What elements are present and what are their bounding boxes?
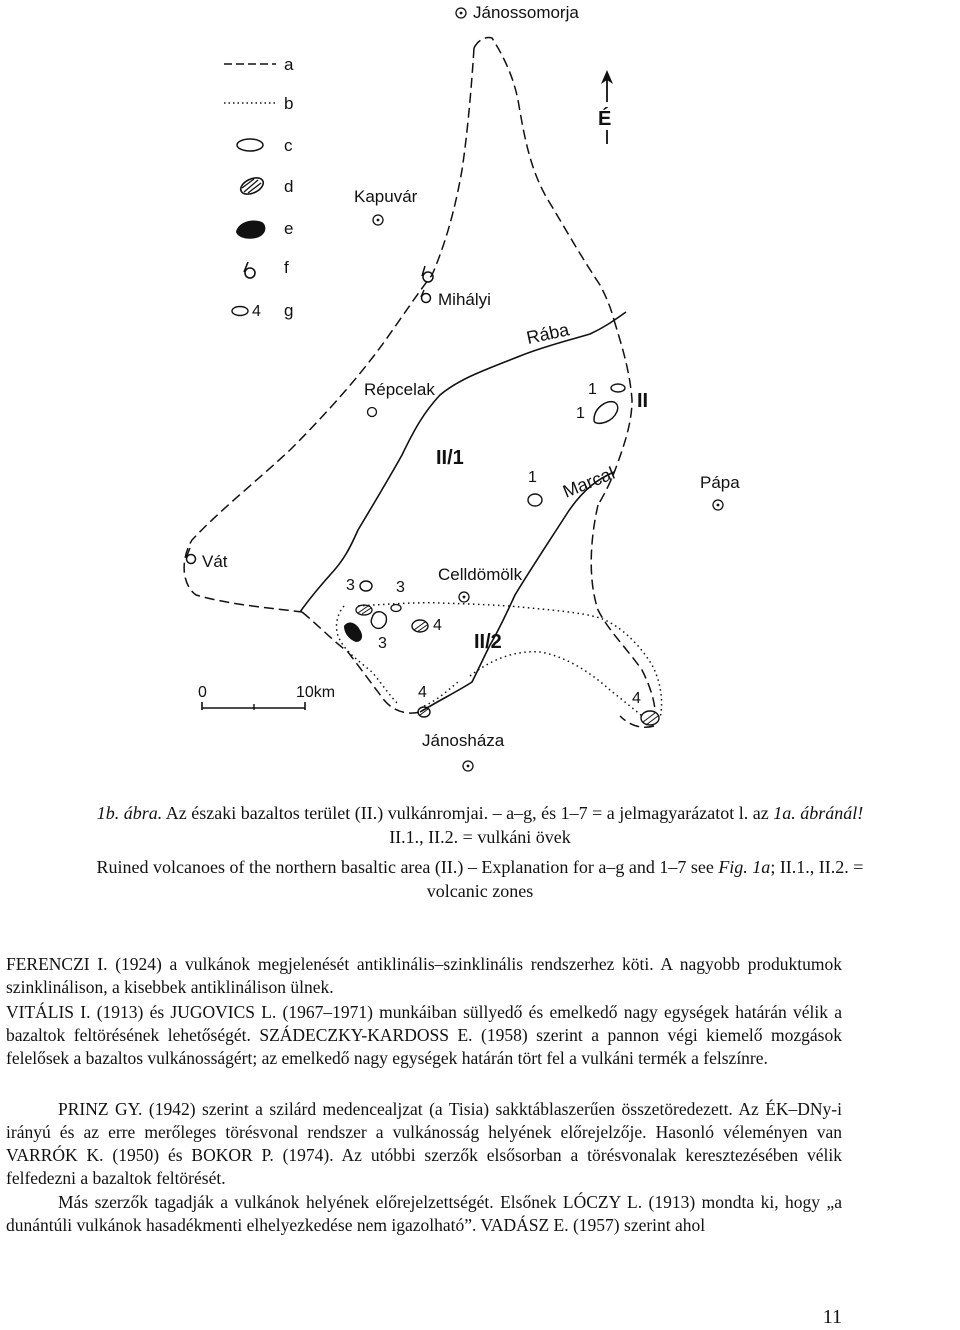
legend-item-e xyxy=(236,219,293,239)
place-mihalyi xyxy=(421,266,491,309)
outline-oval-icon xyxy=(237,139,263,151)
svg-text:4: 4 xyxy=(632,690,641,707)
volcano-cluster-celldomolk xyxy=(344,577,442,652)
legend-item-f xyxy=(244,258,289,278)
legend-label-g: g xyxy=(284,301,294,320)
legend-item-d xyxy=(238,175,293,198)
legend-label-f: f xyxy=(284,258,289,277)
outline-oval-icon xyxy=(360,581,372,591)
north-arrow-icon xyxy=(598,70,613,144)
outline-oval-icon xyxy=(528,494,542,506)
figure-caption-hu: 1b. ábra. Az északi bazaltos terület (II.) vulkánromjai. – a–g, és 1–7 = a jelmagyarázatot l. az 1a. ábránál! xyxy=(96,803,864,823)
hatched-oval-icon xyxy=(641,711,659,725)
svg-text:Mihályi: Mihályi xyxy=(438,290,491,309)
legend-label-c: c xyxy=(284,136,293,155)
paragraph-3: PRINZ GY. (1942) szerint a szilárd medencealjzat (a Tisia) sakktáblaszerűen összetöredezett. Az ÉK–DNy-i irányú és az erre merőleges törésvonal rendszer a vulkánosság helyének előrejelzője. Hasonló véleményen van VARRÓK K. (1950) és BOKOR P. (1974). Az utóbbi szerzők elsősorban a törésvonalak keresztezésében vélik felfedezni a bazaltok feltörését. xyxy=(6,1099,842,1188)
solid-blob-icon xyxy=(344,623,362,642)
legend-label-d: d xyxy=(284,177,294,196)
zone-label-ii-2: II/2 xyxy=(474,631,502,653)
volcano-marcal xyxy=(528,469,542,506)
place-janossomorja xyxy=(456,3,579,22)
legend-item-b xyxy=(224,94,293,113)
place-vat xyxy=(186,548,228,571)
svg-text:1: 1 xyxy=(588,381,597,398)
zone-label-ii: II xyxy=(637,390,649,412)
legend-item-a xyxy=(224,55,294,74)
zone-label-ii-1: II/1 xyxy=(436,447,464,469)
dotted-lines xyxy=(337,603,662,726)
legend-label-e: e xyxy=(284,219,294,238)
svg-text:10km: 10km xyxy=(296,684,336,701)
paragraph-1: FERENCZI I. (1924) a vulkánok megjelenését antiklinális–szinklinális rendszerhez köti. A nagyobb produktumok szinklinálison, a kisebbek antiklinálison ülnek. xyxy=(6,954,842,997)
outline-oval-icon xyxy=(594,402,618,424)
outline-oval-icon xyxy=(371,612,386,629)
svg-text:Jánossomorja: Jánossomorja xyxy=(473,3,579,22)
place-kapuvar xyxy=(354,187,418,225)
svg-text:4: 4 xyxy=(418,684,427,701)
legend-label-a: a xyxy=(284,55,294,74)
cone-icon xyxy=(244,262,255,278)
svg-text:Répcelak: Répcelak xyxy=(364,380,435,399)
svg-text:Pápa: Pápa xyxy=(700,473,740,492)
svg-text:Vát: Vát xyxy=(202,552,228,571)
place-janoshaza xyxy=(422,731,505,771)
svg-text:Jánosháza: Jánosháza xyxy=(422,731,505,750)
legend-item-c xyxy=(237,136,293,155)
place-celldomolk xyxy=(438,565,523,602)
hatched-oval-icon xyxy=(356,605,372,615)
map-legend xyxy=(224,55,294,320)
svg-text:4: 4 xyxy=(433,617,442,634)
outline-oval-icon xyxy=(391,605,401,612)
volcanoes-zone-ii xyxy=(576,381,625,423)
figure-label: 1b. ábra. xyxy=(96,803,163,823)
outline-oval-icon xyxy=(611,384,625,392)
figure-caption-hu-line2: II.1., II.2. = vulkáni övek xyxy=(389,827,571,847)
svg-text:0: 0 xyxy=(198,684,207,701)
svg-text:3: 3 xyxy=(378,635,387,652)
river-label-marcal: Marcal xyxy=(560,462,618,502)
figure-caption-en-line2: volcanic zones xyxy=(426,881,534,901)
solid-blob-icon xyxy=(236,220,265,238)
small-oval-icon xyxy=(232,307,248,316)
paragraph-4: Más szerzők tagadják a vulkánok helyének előrejelzettségét. Elsőnek LÓCZY L. (1913) mondta ki, hogy „a dunántúli vulkánok hasadékmenti elhelyezkedése nem igazolható”. VADÁSZ E. (1957) szerint ahol xyxy=(6,1192,842,1235)
page-number: 11 xyxy=(822,1306,842,1328)
svg-text:Celldömölk: Celldömölk xyxy=(438,565,523,584)
place-repcelak xyxy=(364,380,435,417)
svg-text:3: 3 xyxy=(396,579,405,596)
svg-text:1: 1 xyxy=(576,405,585,422)
hatched-oval-icon xyxy=(238,175,266,198)
legend-number-g: 4 xyxy=(252,303,261,320)
legend-label-b: b xyxy=(284,94,294,113)
scale-bar xyxy=(198,684,335,710)
svg-text:1: 1 xyxy=(528,469,537,486)
cone-icon xyxy=(421,266,433,303)
paragraph-2: VITÁLIS I. (1913) és JUGOVICS L. (1967–1971) munkáiban süllyedő és emelkedő nagy egységek határán vélik a bazaltok feltörésének lehetőségét. SZÁDECZKY-KARDOSS E. (1958) szerint a pannon végi kiemelő mozgások felelősek a bazaltos vulkánosságért; az emelkedő nagy egységek határán tört fel a vulkáni termék a felszínre. xyxy=(6,1002,842,1068)
legend-item-g xyxy=(232,301,293,320)
figure-caption-en: Ruined volcanoes of the northern basaltic area (II.) – Explanation for a–g and 1–7 see Fig. 1a; II.1., II.2. = xyxy=(96,857,864,877)
river-label-raba: Rába xyxy=(524,319,571,348)
place-papa xyxy=(700,473,740,510)
svg-text:Kapuvár: Kapuvár xyxy=(354,187,418,206)
north-label: É xyxy=(598,108,612,130)
svg-text:3: 3 xyxy=(346,577,355,594)
